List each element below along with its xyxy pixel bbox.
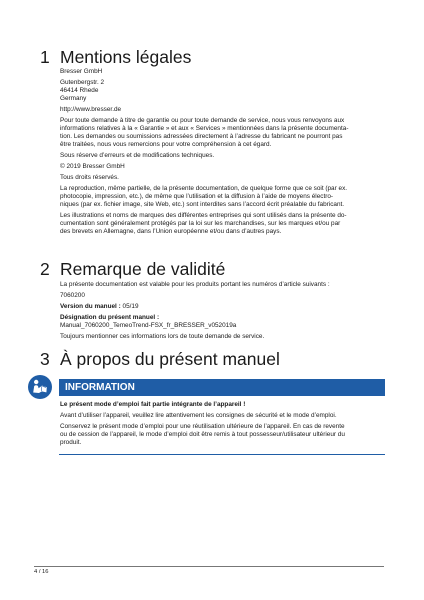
website-link[interactable]: http://www.bresser.de (60, 106, 122, 113)
section-1-number: 1 (40, 47, 50, 67)
copyright-text: © 2019 Bresser GmbH (60, 163, 125, 170)
validity-intro: La présente documentation est valable pour les produits portant les numéros d’article suivants : (60, 281, 330, 288)
information-text: produit. (60, 439, 82, 446)
reproduction-text: La reproduction, même partielle, de la présente documentation, de quelque forme que ce soit (par ex. (60, 185, 348, 192)
reproduction-text: niques (par ex. fichier image, site Web, etc.) sont interdites sans l’accord écrit préalable du fabricant. (60, 201, 345, 208)
trademarks-text: des brevets en Allemagne, dans l’Union européenne et/ou dans d’autres pays. (60, 228, 282, 235)
address-line: Germany (60, 95, 87, 102)
service-note: Toujours mentionner ces informations lors de toute demande de service. (60, 333, 265, 340)
section-3-title: À propos du présent manuel (60, 349, 280, 369)
designation-label: Désignation du présent manuel : (60, 314, 160, 321)
information-text: Conservez le présent mode d’emploi pour une réutilisation ultérieure de l’appareil. En cas de revente (60, 423, 345, 430)
trademarks-text: cumentation sont généralement protégés par la loi sur les marchandises, sur les marques et/ou par (60, 220, 341, 227)
warranty-text: Pour toute demande à titre de garantie ou pour toute demande de service, nous vous renvoyons aux (60, 117, 345, 124)
information-text: ou de cession de l’appareil, le mode d’emploi doit être remis à tout possesseur/utilisateur ultérieur du (60, 431, 345, 438)
footer-divider (34, 566, 384, 567)
reproduction-text: photocopie, impression, etc.), de même que l’utilisation et la diffusion à l’aide de moyens électro- (60, 193, 334, 200)
article-number: 7060200 (60, 292, 85, 299)
version-value: 05/19 (122, 303, 139, 310)
rights-text: Tous droits réservés. (60, 174, 119, 181)
read-manual-icon (28, 375, 52, 399)
designation-value: Manual_7060200_TemeoTrend-FSX_fr_BRESSER_v052019a (60, 322, 237, 329)
section-2-title: Remarque de validité (60, 259, 226, 279)
section-2-number: 2 (40, 259, 50, 279)
warranty-text: tion. Les demandes ou soumissions adressées directement à l’adresse du fabricant ne pourront pas (60, 133, 343, 140)
company-name: Bresser GmbH (60, 68, 103, 75)
section-3-number: 3 (40, 349, 50, 369)
address-line: Gutenbergstr. 2 (60, 79, 105, 86)
trademarks-text: Les illustrations et noms de marques des différentes entreprises qui sont utilisés dans la présente do- (60, 212, 347, 219)
address-line: 46414 Rhede (60, 87, 99, 94)
section-1-title: Mentions légales (60, 47, 192, 67)
version-label: Version du manuel : (60, 303, 121, 310)
information-text: Avant d’utiliser l’appareil, veuillez lire attentivement les consignes de sécurité et le mode d’emploi. (60, 412, 337, 419)
information-heading: Le présent mode d’emploi fait partie intégrante de l’appareil ! (60, 401, 246, 408)
reserve-text: Sous réserve d’erreurs et de modifications techniques. (60, 152, 215, 159)
version-line (60, 303, 139, 311)
information-divider (59, 454, 385, 455)
warranty-text: informations relatives à la « Garantie » et aux « Services » mentionnées dans la présente documenta- (60, 125, 349, 132)
page-number: 4 / 16 (34, 569, 49, 575)
warranty-text: être traitées, nous vous remercions pour votre compréhension à cet égard. (60, 141, 272, 148)
information-title: INFORMATION (65, 382, 135, 393)
